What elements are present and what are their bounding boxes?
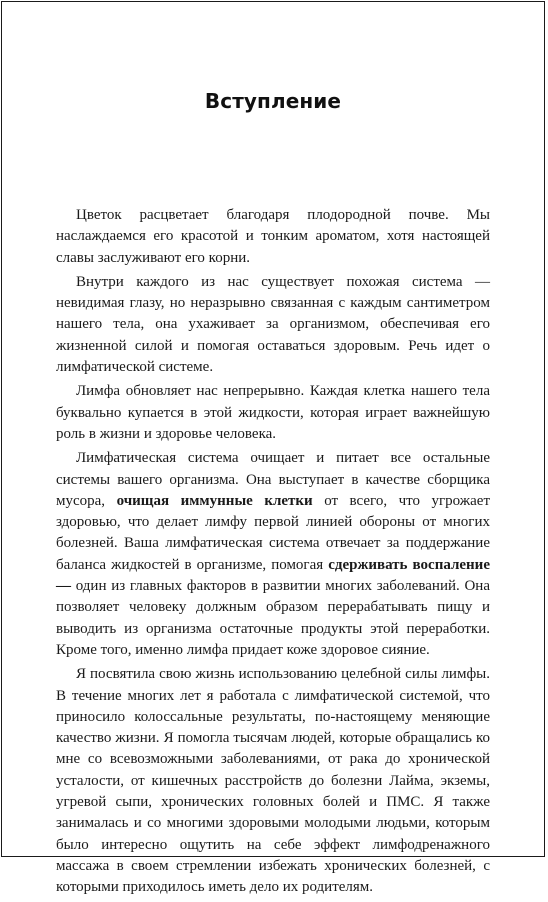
paragraph bbox=[56, 664, 490, 898]
text-segment: от всего, что угрожает здоровью, что делает лимфу первой линией обороны от многих болезней. Ваша лимфатическая система отвечает за поддержание баланса жидкостей в организме, помогая bbox=[56, 492, 491, 573]
book-page bbox=[1, 1, 545, 896]
paragraph bbox=[56, 448, 490, 661]
bold-phrase: очищая иммунные клетки bbox=[116, 492, 313, 509]
text-segment: Я посвятила свою жизнь использованию целебной силы лимфы. В течение многих лет я работала с лимфатической системой, что приносило колоссальные результаты, по-настоящему меняющие качество жизни. Я помогла тысячам людей, которые обращались ко мне со всевозможными заболеваниями, от рака до хронической усталости, от кишечных расстройств до болезни Лайма, экземы, угревой сыпи, хронических головных болей и ПМС. Я также занималась и со многими здоровыми молодыми людьми, которым было интересно ощутить на себе эффект лимфодренажного массажа в своем стремлении избежать хронических болезней, с которыми приходилось иметь дело их родителям. bbox=[56, 666, 490, 896]
text-segment: Внутри каждого из нас существует похожая система — невидимая глазу, но неразрывно связанная с каждым сантиметром нашего тела, она ухаживает за организмом, обеспечивая его жизненной силой и помогая оставаться здоровым. Речь идет о лимфатической системе. bbox=[56, 273, 490, 376]
paragraph bbox=[56, 205, 490, 269]
chapter-body bbox=[56, 205, 490, 902]
text-segment: Цветок расцветает благодаря плодородной почве. Мы наслаждаемся его красотой и тонким ароматом, хотя настоящей славы заслуживают его корни. bbox=[56, 207, 490, 266]
text-segment: Лимфа обновляет нас непрерывно. Каждая клетка нашего тела буквально купается в этой жидкости, которая играет важнейшую роль в жизни и здоровье человека. bbox=[56, 383, 490, 442]
text-segment: один из главных факторов в развитии многих заболеваний. Она позволяет человеку должным образом перерабатывать пищу и выводить из организма остаточные продукты этой переработки. Кроме того, именно лимфа придает коже здоровое сияние. bbox=[56, 578, 490, 658]
text-segment: Лимфатическая система очищает и питает все остальные системы вашего организма. Она выступает в качестве сборщика мусора, bbox=[56, 450, 490, 509]
paragraph bbox=[56, 272, 490, 378]
paragraph bbox=[56, 381, 490, 445]
bold-phrase: сдерживать воспаление — bbox=[56, 556, 490, 595]
chapter-title: Вступление bbox=[204, 89, 342, 113]
